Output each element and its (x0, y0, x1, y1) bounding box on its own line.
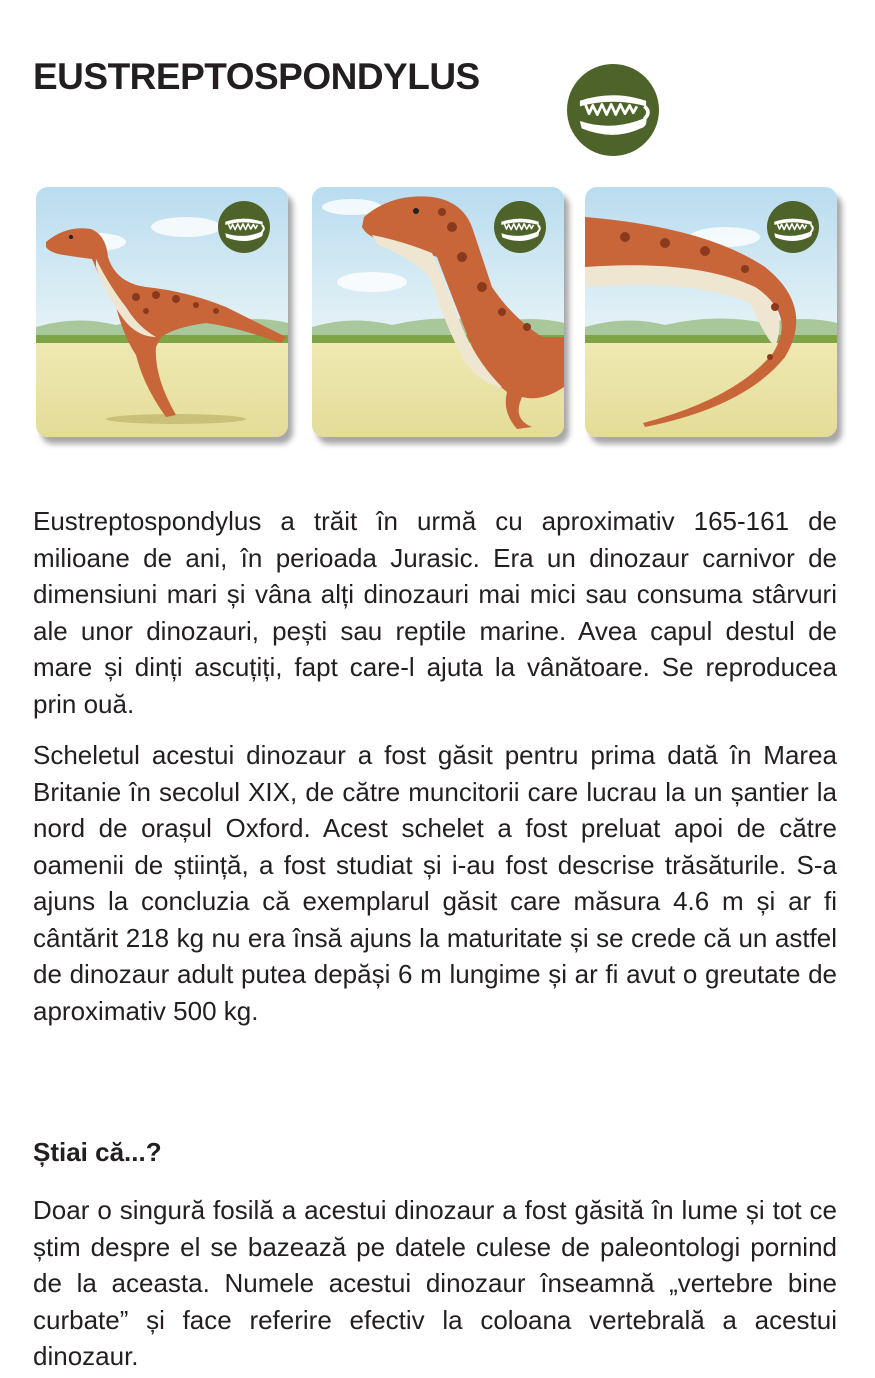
card-tail[interactable] (585, 187, 837, 437)
card-head[interactable] (312, 187, 564, 437)
carnivore-jaw-icon (767, 201, 819, 253)
card-full-body[interactable] (36, 187, 288, 437)
carnivore-jaw-icon (218, 201, 270, 253)
carnivore-jaw-icon (567, 64, 659, 156)
page-title: EUSTREPTOSPONDYLUS (33, 56, 480, 97)
paragraph-did-you-know: Doar o singură fosilă a acestui dinozaur a fost găsită în lume și tot ce știm despre el se bazează pe datele culese de paleontologi pornind de la aceasta. Numele acestui dinozaur înseamnă „vertebre bine curbate” și face referire efectiv la coloana vertebrală a acestui dinozaur. (33, 1195, 837, 1371)
paragraph-discovery: Scheletul acestui dinozaur a fost găsit pentru prima dată în Marea Britanie în secolul XIX, de către muncitorii care lucrau la un șantier la nord de orașul Oxford. Acest schelet a fost preluat apoi de către oamenii de știință, a fost studiat și i-au fost descrise trăsăturile. S-a ajuns la concluzia că exemplarul găsit care măsura 4.6 m și ar fi cântărit 218 kg nu era însă ajuns la maturitate și se crede că un astfel de dinozaur adult putea depăși 6 m lungime și ar fi avut o greutate de aproximativ 500 kg. (33, 740, 837, 1026)
paragraph-intro: Eustreptospondylus a trăit în urmă cu aproximativ 165-161 de milioane de ani, în perioada Jurasic. Era un dinozaur carnivor de dimensiuni mari și vâna alți dinozauri mai mici sau consuma stârvuri ale unor dinozauri, pești sau reptile marine. Avea capul destul de mare și dinți ascuțiți, fapt care-l ajuta la vânătoare. Se reproducea prin ouă. (33, 506, 837, 719)
dinosaur-cards (36, 187, 846, 447)
carnivore-jaw-icon (494, 201, 546, 253)
did-you-know-heading: Știai că...? (33, 1137, 162, 1167)
